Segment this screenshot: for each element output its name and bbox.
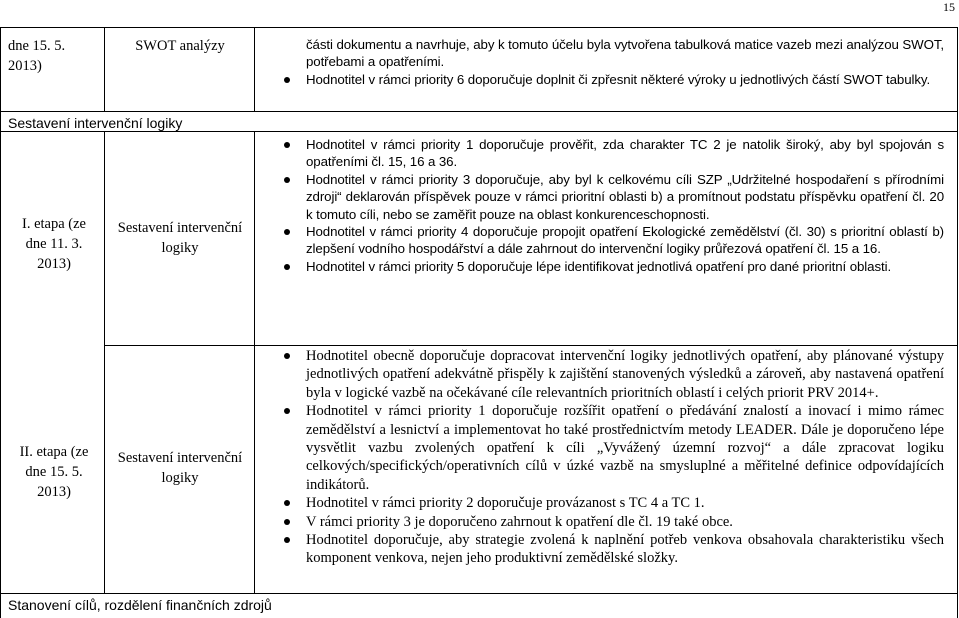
- footer-heading-text: Stanovení cílů, rozdělení finančních zdrojů: [8, 597, 272, 613]
- page-number: 15: [943, 0, 955, 14]
- phase-prev-date: [8, 36, 98, 76]
- bullet-icon: [284, 142, 290, 148]
- list-item: [284, 347, 944, 402]
- bullet-icon: [284, 353, 290, 359]
- list-item-text: Hodnotitel v rámci priority 1 doporučuje rozšířit opatření o předávání znalostí a inovací i mimo rámec zemědělství a lesnictví a implementovat ho také prostřednictvím metody LEADER. Dále je doporučeno lépe vysvětlit vazbu zvolených opatření k cíli „Vyvážený územní rozvoj“ a dále zpracovat logiku celkových/specifických/operativních cílů v úzké vazbě na smysluplné a měřitelné definice odpovídajících indikátorů.: [306, 403, 944, 493]
- row-divider-footer: [0, 593, 958, 594]
- bullet-icon: [284, 229, 290, 235]
- list-item: [284, 71, 944, 88]
- list-item: [284, 494, 944, 512]
- table-right-border: [957, 27, 958, 618]
- table-top-border: [0, 27, 958, 28]
- list-item-text: V rámci priority 3 je doporučeno zahrnout k opatření dle čl. 19 také obce.: [306, 513, 733, 530]
- list-item-text: Hodnotitel doporučuje, aby strategie zvolená k naplnění potřeb venkova obsahovala charakteristiku všech komponent venkova, nejen jeho produktivní zemědělské složky.: [306, 532, 944, 567]
- bullet-icon: [284, 264, 290, 270]
- logic-label-phase1-text: Sestavení intervenční logiky: [117, 220, 243, 256]
- row-divider-phase2: [104, 345, 958, 346]
- section-heading: [8, 113, 608, 133]
- list-item: [284, 223, 944, 258]
- row-divider-swot: [0, 111, 958, 112]
- bullet-icon: [284, 519, 290, 525]
- column-divider-1b: [104, 131, 105, 593]
- bullet-icon: [284, 537, 290, 543]
- phase-2-label: [14, 442, 94, 502]
- list-item-text: části dokumentu a navrhuje, aby k tomuto účelu byla vytvořena tabulková matice vazeb mezi analýzou SWOT, potřebami a opatřeními.: [306, 37, 944, 70]
- swot-label: [106, 36, 254, 56]
- logic-label-phase2-text: Sestavení intervenční logiky: [117, 450, 243, 486]
- logic-label-phase1: [110, 218, 250, 258]
- phase2-recommendations: [284, 347, 944, 568]
- logic-label-phase2: [110, 448, 250, 488]
- list-item-text: Hodnotitel v rámci priority 6 doporučuje doplnit či zpřesnit některé výroky u jednotlivých částí SWOT tabulky.: [306, 71, 931, 87]
- list-item: [284, 402, 944, 494]
- list-item-text: Hodnotitel v rámci priority 5 doporučuje lépe identifikovat jednotlivá opatření pro dané prioritní oblasti.: [306, 258, 892, 274]
- list-item-text: Hodnotitel v rámci priority 3 doporučuje, aby byl k celkovému cíli SZP „Udržitelné hospodaření s přírodními zdroji“ deklarován příspěvek pouze v rámci prioritní oblasti b) a promítnout podstatu příspěvku opatření čl. 20 k tomuto cíli, nebo se zaměřit pouze na oblast konkurenceschopnosti.: [306, 171, 944, 222]
- table-left-border: [0, 27, 1, 618]
- list-item: [284, 136, 944, 171]
- list-item-text: Hodnotitel v rámci priority 1 doporučuje prověřit, zda charakter TC 2 je natolik široký, aby byl spojován s opatřeními čl. 15, 16 a 36.: [306, 137, 944, 170]
- phase-prev-date-text: dne 15. 5. 2013): [8, 38, 66, 74]
- phase-2-text: II. etapa (ze dne 15. 5. 2013): [19, 444, 89, 500]
- list-item-text: Hodnotitel v rámci priority 2 doporučuje provázanost s TC 4 a TC 1.: [306, 495, 705, 512]
- bullet-icon: [284, 408, 290, 414]
- phase-1-text: I. etapa (ze dne 11. 3. 2013): [22, 216, 86, 272]
- bullet-icon: [284, 500, 290, 506]
- list-item: [284, 36, 944, 71]
- phase1-recommendations: [284, 136, 944, 275]
- column-divider-1: [104, 27, 105, 111]
- list-item: [284, 258, 944, 275]
- section-heading-text: Sestavení intervenční logiky: [8, 115, 183, 131]
- footer-heading: [8, 595, 608, 615]
- list-item: [284, 531, 944, 568]
- list-item-text: Hodnotitel obecně doporučuje dopracovat intervenční logiky jednotlivých opatření, aby plánované výstupy jednotlivých opatření adekvátně přispěly k zajištění stanovených výsledků a zároveň, aby nastavená opatření byla v logické vazbě na očekávané cíle relevantních prioritních oblastí i celých priorit PRV 2014+.: [306, 348, 944, 401]
- bullet-icon: [284, 177, 290, 183]
- list-item: [284, 513, 944, 531]
- list-item: [284, 171, 944, 223]
- list-item-text: Hodnotitel v rámci priority 4 doporučuje propojit opatření Ekologické zemědělství (čl. 30) s prioritní oblastí b) zlepšení vodního hospodářství a dále zahrnout do intervenční logiky průřezová opatření čl. 15 a 16.: [306, 224, 944, 257]
- swot-label-text: SWOT analýzy: [135, 38, 225, 54]
- column-divider-2: [254, 27, 255, 111]
- phase-1-label: [14, 214, 94, 274]
- column-divider-2b: [254, 131, 255, 593]
- swot-recommendations: [284, 36, 944, 88]
- bullet-icon: [284, 77, 290, 83]
